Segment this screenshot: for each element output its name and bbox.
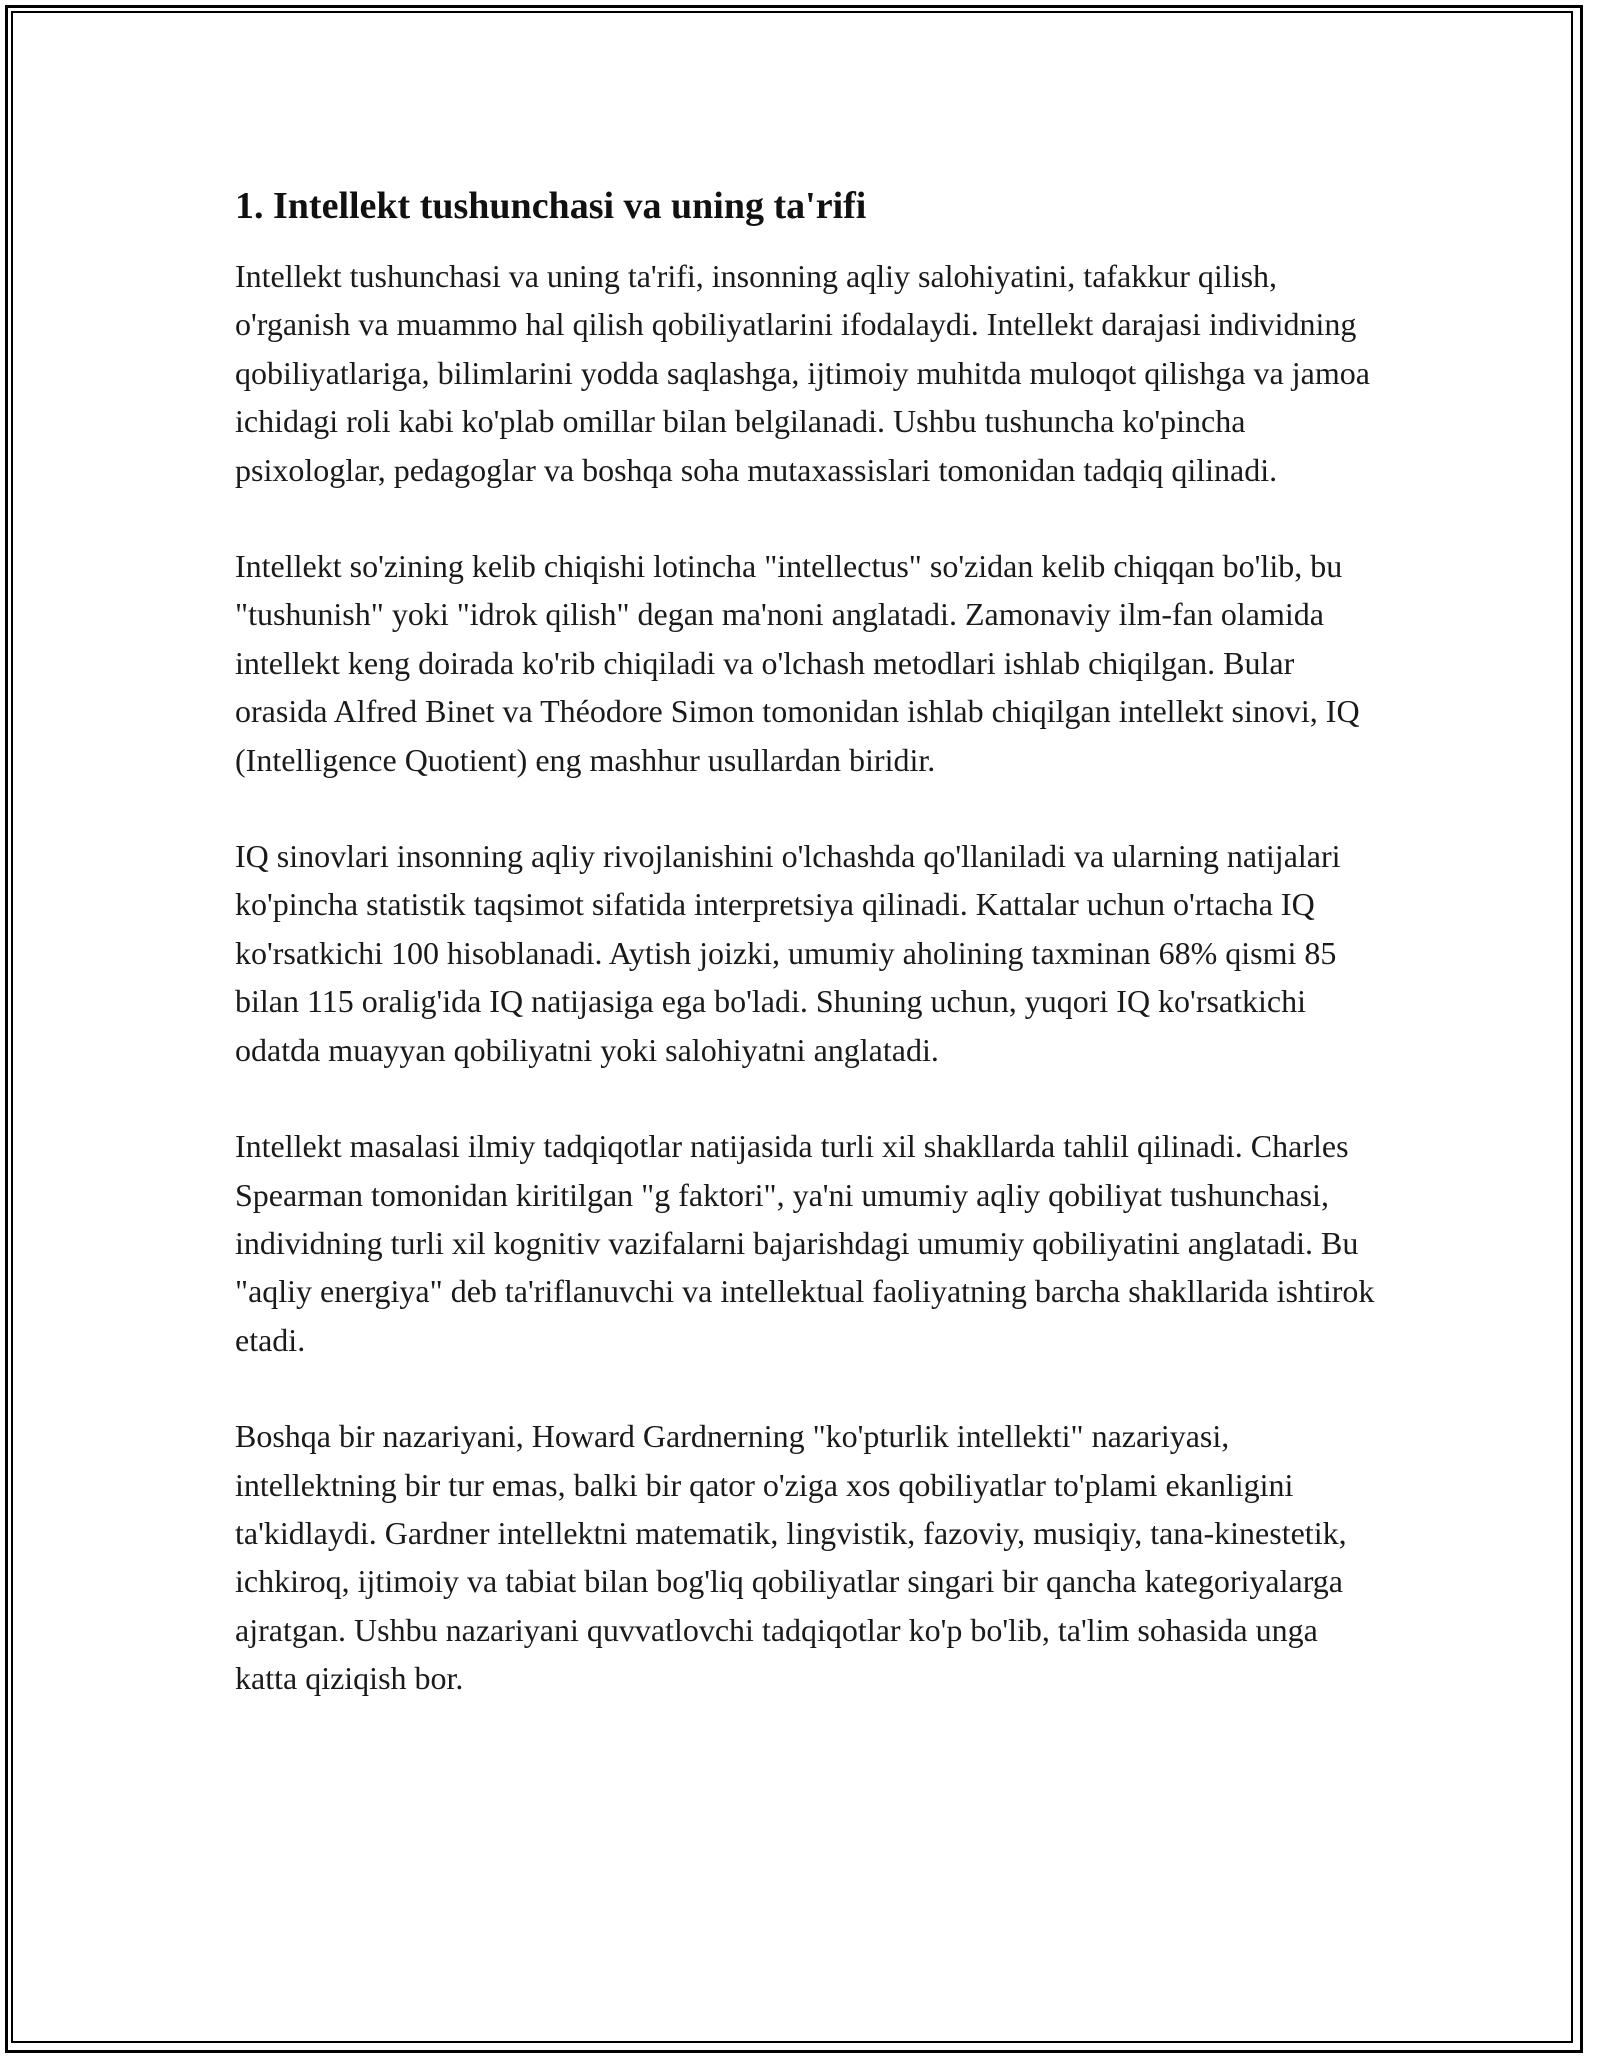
document-body [235,182,1375,1751]
paragraph-1: Intellekt tushunchasi va uning ta'rifi, insonning aqliy salohiyatini, tafakkur qilish, o'rganish va muammo hal qilish qobiliyatlarini ifodalaydi. Intellekt darajasi individning qobiliyatlariga, bilimlarini yodda saqlashga, ijtimoiy muhitda muloqot qilishga va jamoa ichidagi roli kabi ko'plab omillar bilan belgilanadi. Ushbu tushuncha ko'pincha psixologlar, pedagoglar va boshqa soha mutaxassislari tomonidan tadqiq qilinadi. [235,258,1370,488]
paragraph-2: Intellekt so'zining kelib chiqishi lotincha "intellectus" so'zidan kelib chiqqan bo'lib, bu "tushunish" yoki "idrok qilish" degan ma'noni anglatadi. Zamonaviy ilm-fan olamida intellekt keng doirada ko'rib chiqiladi va o'lchash metodlari ishlab chiqilgan. Bular orasida Alfred Binet va Théodore Simon tomonidan ishlab chiqilgan intellekt sinovi, IQ (Intelligence Quotient) eng mashhur usullardan biridir. [235,548,1360,778]
section-heading: 1. Intellekt tushunchasi va uning ta'rifi [235,185,867,227]
paragraph-3: IQ sinovlari insonning aqliy rivojlanishini o'lchashda qo'llaniladi va ularning natijalari ko'pincha statistik taqsimot sifatida interpretsiya qilinadi. Kattalar uchun o'rtacha IQ ko'rsatkichi 100 hisoblanadi. Aytish joizki, umumiy aholining taxminan 68% qismi 85 bilan 115 oralig'ida IQ natijasiga ega bo'ladi. Shuning uchun, yuqori IQ ko'rsatkichi odatda muayyan qobiliyatni yoki salohiyatni anglatadi. [235,838,1341,1068]
paragraph-4: Intellekt masalasi ilmiy tadqiqotlar natijasida turli xil shakllarda tahlil qilinadi. Charles Spearman tomonidan kiritilgan "g faktori", ya'ni umumiy aqliy qobiliyat tushunchasi, individning turli xil kognitiv vazifalarni bajarishdagi umumiy qobiliyatini anglatadi. Bu "aqliy energiya" deb ta'riflanuvchi va intellektual faoliyatning barcha shakllarida ishtirok etadi. [235,1128,1375,1358]
paragraph-5: Boshqa bir nazariyani, Howard Gardnerning "ko'pturlik intellekti" nazariyasi, intellektning bir tur emas, balki bir qator o'ziga xos qobiliyatlar to'plami ekanligini ta'kidlaydi. Gardner intellektni matematik, lingvistik, fazoviy, musiqiy, tana-kinestetik, ichkiroq, ijtimoiy va tabiat bilan bog'liq qobiliyatlar singari bir qancha kategoriyalarga ajratgan. Ushbu nazariyani quvvatlovchi tadqiqotlar ko'p bo'lib, ta'lim sohasida unga katta qiziqish bor. [235,1418,1347,1697]
